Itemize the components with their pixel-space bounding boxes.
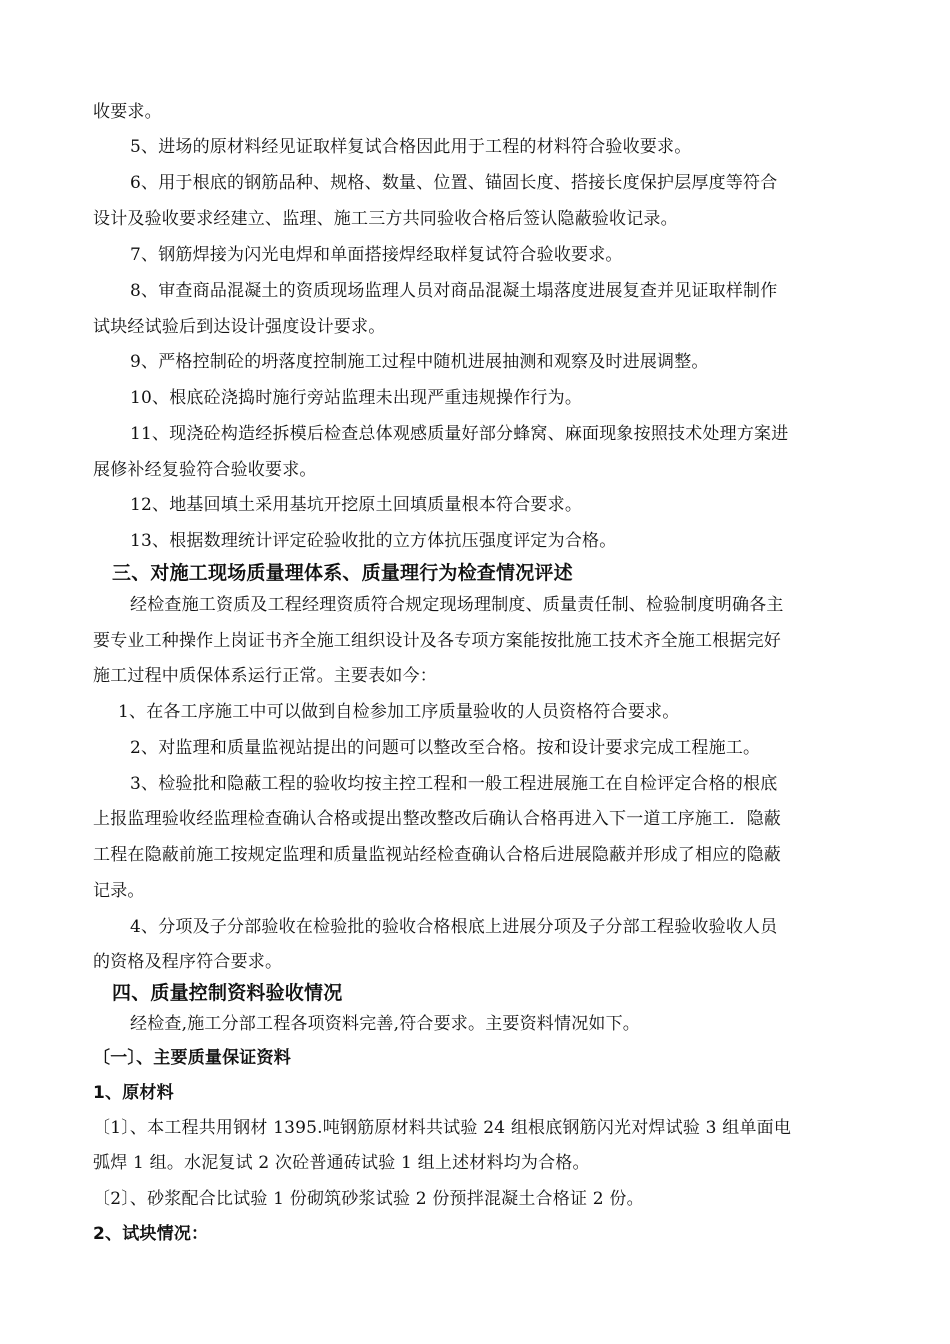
subsection-heading: 1、原材料 <box>93 1083 174 1103</box>
text-line: 工程在隐蔽前施工按规定监理和质量监视站经检查确认合格后进展隐蔽并形成了相应的隐蔽 <box>93 845 781 865</box>
text-line: 试块经试验后到达设计强度设计要求。 <box>93 317 386 337</box>
text-line: 弧焊 1 组。水泥复试 2 次砼普通砖试验 1 组上述材料均为合格。 <box>93 1153 590 1173</box>
text-line: 〔1〕、本工程共用钢材 1395.吨钢筋原材料共试验 24 组根底钢筋闪光对焊试验 3 组单面电 <box>93 1118 792 1138</box>
text-line: 7、钢筋焊接为闪光电焊和单面搭接焊经取样复试符合验收要求。 <box>130 245 623 265</box>
text-line: 记录。 <box>93 881 145 901</box>
text-line: 要专业工种操作上岗证书齐全施工组织设计及各专项方案能按批施工技术齐全施工根据完好 <box>93 631 781 651</box>
text-line: 11、现浇砼构造经拆模后检查总体观感质量好部分蜂窝、麻面现象按照技术处理方案进 <box>130 424 789 444</box>
text-line: 〔2〕、砂浆配合比试验 1 份砌筑砂浆试验 2 份预拌混凝土合格证 2 份。 <box>93 1189 644 1209</box>
text-line: 5、进场的原材料经见证取样复试合格因此用于工程的材料符合验收要求。 <box>130 137 692 157</box>
text-line: 4、分项及子分部验收在检验批的验收合格根底上进展分项及子分部工程验收验收人员 <box>130 917 778 937</box>
text-line: 经检查施工资质及工程经理资质符合规定现场理制度、质量责任制、检验制度明确各主 <box>130 595 784 615</box>
section-heading-3: 三、对施工现场质量理体系、质量理行为检查情况评述 <box>112 562 573 584</box>
text-line: 2、对监理和质量监视站提出的问题可以整改至合格。按和设计要求完成工程施工。 <box>130 738 761 758</box>
text-line: 施工过程中质保体系运行正常。主要表如今： <box>93 666 437 686</box>
text-line: 13、根据数理统计评定砼验收批的立方体抗压强度评定为合格。 <box>130 531 617 551</box>
subsection-heading: 〔一〕、主要质量保证资料 <box>93 1048 291 1068</box>
text-line: 1、在各工序施工中可以做到自检参加工序质量验收的人员资格符合要求。 <box>118 702 680 722</box>
text-line: 8、审查商品混凝土的资质现场监理人员对商品混凝土塌落度进展复查并见证取样制作 <box>130 281 778 301</box>
text-line: 3、检验批和隐蔽工程的验收均按主控工程和一般工程进展施工在自检评定合格的根底 <box>130 774 778 794</box>
text-line: 10、根底砼浇捣时施行旁站监理未出现严重违规操作行为。 <box>130 388 583 408</box>
text-line: 上报监理验收经监理检查确认合格或提出整改整改后确认合格再进入下一道工序施工．隐蔽 <box>93 809 781 829</box>
text-line: 6、用于根底的钢筋品种、规格、数量、位置、锚固长度、搭接长度保护层厚度等符合 <box>130 173 778 193</box>
text-line: 9、严格控制砼的坍落度控制施工过程中随机进展抽测和观察及时进展调整。 <box>130 352 709 372</box>
text-line: 收要求。 <box>93 102 162 122</box>
text-line: 12、地基回填土采用基坑开挖原土回填质量根本符合要求。 <box>130 495 583 515</box>
text-line: 经检查,施工分部工程各项资料完善,符合要求。主要资料情况如下。 <box>130 1014 641 1034</box>
text-line: 设计及验收要求经建立、监理、施工三方共同验收合格后签认隐蔽验收记录。 <box>93 209 678 229</box>
text-line: 展修补经复验符合验收要求。 <box>93 460 317 480</box>
subsection-heading: 2、试块情况： <box>93 1224 209 1244</box>
text-line: 的资格及程序符合要求。 <box>93 952 283 972</box>
section-heading-4: 四、质量控制资料验收情况 <box>112 982 343 1004</box>
